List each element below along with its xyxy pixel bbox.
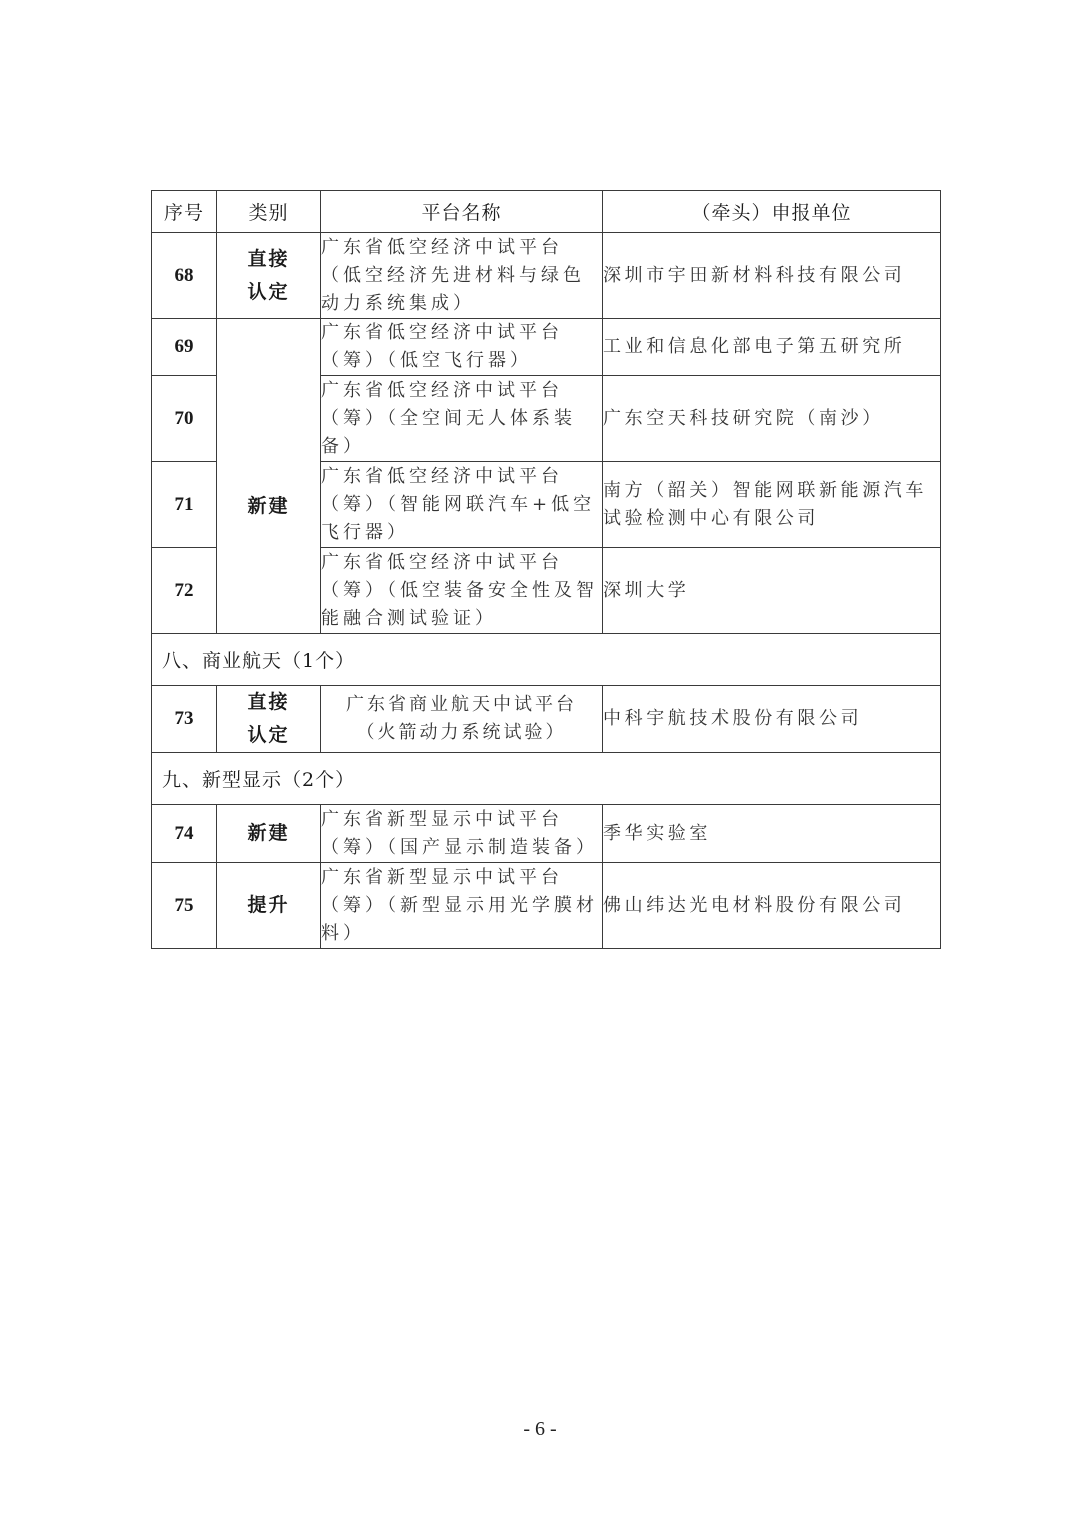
platform-name-line: 广东省商业航天中试平台 (346, 694, 577, 715)
table-header-row (152, 191, 941, 233)
header-no: 序号 (152, 191, 217, 233)
row-type-line: 直接 (247, 247, 290, 270)
section-heading-commercial-aerospace: 八、商业航天（1个） (152, 634, 941, 686)
table-row (152, 319, 941, 376)
platform-name: 广东省低空经济中试平台（低空经济先进材料与绿色动力系统集成） (321, 233, 603, 319)
table-row (152, 863, 941, 949)
header-name: 平台名称 (321, 191, 603, 233)
row-type: 新建 (217, 805, 321, 863)
section-row (152, 634, 941, 686)
platform-name: 广东省低空经济中试平台（筹）（智能网联汽车+低空飞行器） (321, 462, 603, 548)
row-type-merged: 新建 (217, 319, 321, 634)
row-number: 71 (152, 462, 217, 548)
applicant-unit: 工业和信息化部电子第五研究所 (603, 319, 941, 376)
header-type: 类别 (217, 191, 321, 233)
platform-name: 广东省新型显示中试平台（筹）（国产显示制造装备） (321, 805, 603, 863)
row-number: 72 (152, 548, 217, 634)
row-type (217, 233, 321, 319)
header-unit: （牵头）申报单位 (603, 191, 941, 233)
applicant-unit: 佛山纬达光电材料股份有限公司 (603, 863, 941, 949)
section-row (152, 753, 941, 805)
applicant-unit: 中科宇航技术股份有限公司 (603, 686, 941, 753)
row-number: 68 (152, 233, 217, 319)
page-number: - 6 - (523, 1418, 557, 1440)
applicant-unit: 深圳市宇田新材料科技有限公司 (603, 233, 941, 319)
section-heading-new-display: 九、新型显示（2个） (152, 753, 941, 805)
table-row (152, 805, 941, 863)
applicant-unit: 深圳大学 (603, 548, 941, 634)
applicant-unit: 季华实验室 (603, 805, 941, 863)
row-number: 73 (152, 686, 217, 753)
row-type (217, 686, 321, 753)
row-number: 75 (152, 863, 217, 949)
table-row (152, 233, 941, 319)
applicant-unit: 南方（韶关）智能网联新能源汽车试验检测中心有限公司 (603, 462, 941, 548)
platform-list-table (151, 190, 941, 949)
platform-name: 广东省低空经济中试平台（筹）（全空间无人体系装备） (321, 376, 603, 462)
row-type-line: 直接 (247, 691, 290, 713)
applicant-unit: 广东空天科技研究院（南沙） (603, 376, 941, 462)
row-number: 74 (152, 805, 217, 863)
platform-name: 广东省低空经济中试平台（筹）（低空飞行器） (321, 319, 603, 376)
row-number: 69 (152, 319, 217, 376)
platform-name-line: （火箭动力系统试验） (356, 722, 567, 743)
platform-name: 广东省低空经济中试平台（筹）（低空装备安全性及智能融合测试验证） (321, 548, 603, 634)
row-number: 70 (152, 376, 217, 462)
row-type-line: 认定 (247, 280, 290, 303)
platform-name (321, 686, 603, 753)
row-type: 提升 (217, 863, 321, 949)
table-row (152, 686, 941, 753)
row-type-line: 认定 (247, 724, 290, 746)
platform-name: 广东省新型显示中试平台（筹）（新型显示用光学膜材料） (321, 863, 603, 949)
